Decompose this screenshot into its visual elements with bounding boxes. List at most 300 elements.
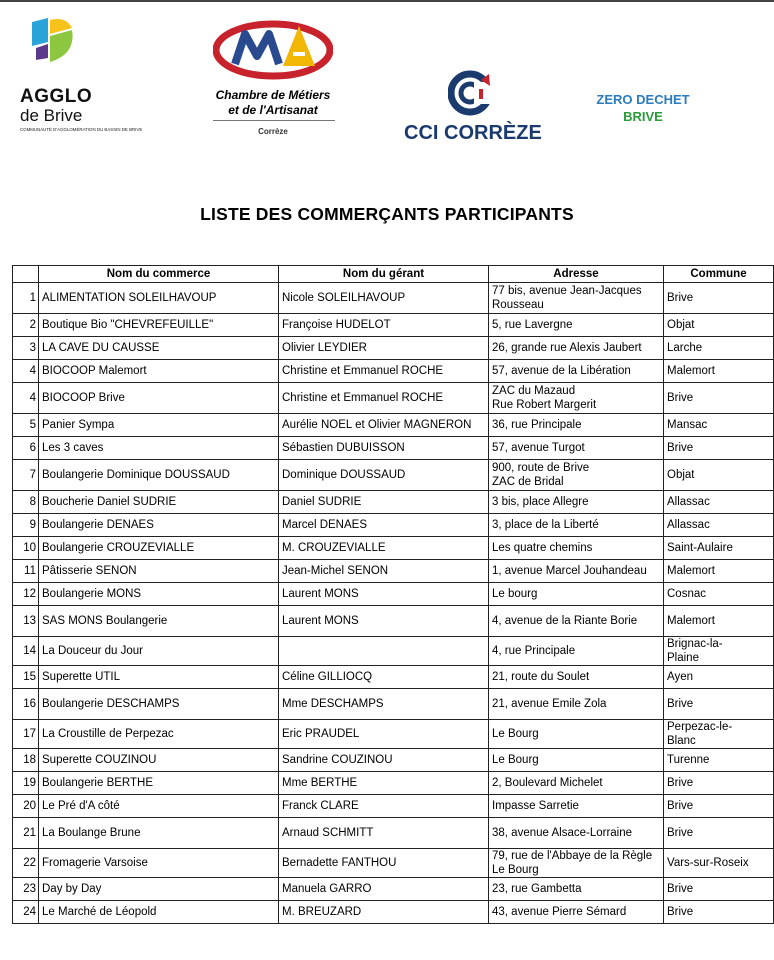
- address: [489, 460, 664, 491]
- address-line: 4, avenue de la Riante Borie: [492, 615, 638, 627]
- table-row: [13, 360, 774, 383]
- gerant-name-line: Franck CLARE: [282, 800, 359, 812]
- commerce-name: [39, 283, 279, 314]
- commune: [664, 314, 774, 337]
- commune: [664, 283, 774, 314]
- gerant-name: [279, 314, 489, 337]
- gerant-name-line: Sandrine COUZINOU: [282, 754, 393, 766]
- address: [489, 491, 664, 514]
- table-row: [13, 818, 774, 849]
- gerant-name: [279, 901, 489, 924]
- gerant-name-line: Christine et Emmanuel ROCHE: [282, 392, 444, 404]
- gerant-name-line: Arnaud SCHMITT: [282, 827, 374, 839]
- table-row: [13, 749, 774, 772]
- address-line: 57, avenue Turgot: [492, 442, 585, 454]
- table-row: [13, 414, 774, 437]
- row-number: [13, 749, 39, 772]
- table-row: [13, 283, 774, 314]
- address-line: 5, rue Lavergne: [492, 319, 573, 331]
- commune: [664, 537, 774, 560]
- address: [489, 283, 664, 314]
- commerce-name: [39, 878, 279, 901]
- cci-correze-logo: [404, 70, 544, 146]
- cma-logo-text-line2: et de l'Artisanat: [228, 103, 318, 117]
- gerant-name-line: Manuela GARRO: [282, 883, 372, 895]
- row-number-line: 4: [29, 392, 36, 404]
- commune: [664, 849, 774, 878]
- address: [489, 901, 664, 924]
- commerce-name: [39, 337, 279, 360]
- address-line: 57, avenue de la Libération: [492, 365, 631, 377]
- commerce-name-line: Boulangerie DESCHAMPS: [42, 698, 180, 710]
- address-line: 79, rue de l'Abbaye de la Règle: [492, 850, 653, 862]
- table-row: [13, 383, 774, 414]
- commerce-name: [39, 583, 279, 606]
- commerce-name: [39, 849, 279, 878]
- commerce-name: [39, 606, 279, 637]
- gerant-name-line: Daniel SUDRIE: [282, 496, 362, 508]
- commune-line: Cosnac: [667, 588, 706, 600]
- cma-logo-divider: [213, 120, 335, 121]
- row-number-line: 10: [23, 542, 36, 554]
- commune-line: Turenne: [667, 754, 710, 766]
- commune: [664, 414, 774, 437]
- row-number-line: 4: [29, 365, 36, 377]
- row-number: [13, 360, 39, 383]
- row-number: [13, 606, 39, 637]
- commune: [664, 560, 774, 583]
- commerce-name-line: La Boulange Brune: [42, 827, 141, 839]
- commune-line: Plaine: [667, 652, 699, 664]
- commune-line: Allassac: [667, 496, 710, 508]
- gerant-name: [279, 749, 489, 772]
- cma-emblem-icon: [213, 16, 333, 80]
- commune-line: Mansac: [667, 419, 708, 431]
- address-line: 21, route du Soulet: [492, 671, 590, 683]
- row-number: [13, 849, 39, 878]
- row-number: [13, 689, 39, 720]
- address: [489, 749, 664, 772]
- table-row: [13, 689, 774, 720]
- commerce-name-line: Pâtisserie SENON: [42, 565, 137, 577]
- row-number: [13, 537, 39, 560]
- address: [489, 818, 664, 849]
- table-row: [13, 560, 774, 583]
- commune-line: Vars-sur-Roseix: [667, 857, 749, 869]
- row-number-line: 9: [29, 519, 36, 531]
- commune-line: Brive: [667, 906, 694, 918]
- commerce-name: [39, 689, 279, 720]
- commerce-name-line: La Douceur du Jour: [42, 645, 144, 657]
- address: [489, 878, 664, 901]
- commune: [664, 901, 774, 924]
- address: [489, 606, 664, 637]
- agglo-brive-emblem-icon: [32, 14, 76, 64]
- gerant-name: [279, 666, 489, 689]
- gerant-name-line: Eric PRAUDEL: [282, 728, 360, 740]
- commune-line: Malemort: [667, 565, 715, 577]
- table-row: [13, 337, 774, 360]
- gerant-name: [279, 606, 489, 637]
- commune-line: Objat: [667, 319, 695, 331]
- commune-line: Malemort: [667, 615, 715, 627]
- commerce-name-line: Panier Sympa: [42, 419, 115, 431]
- row-number-line: 23: [23, 883, 36, 895]
- row-number-line: 20: [23, 800, 36, 812]
- commerce-name-line: Superette COUZINOU: [42, 754, 157, 766]
- row-number-line: 21: [23, 827, 36, 839]
- row-number: [13, 437, 39, 460]
- agglo-logo-subtitle: COMMUNAUTÉ D'AGGLOMÉRATION DU BASSIN DE BRIVE: [20, 127, 143, 132]
- address-line: 26, grande rue Alexis Jaubert: [492, 342, 642, 354]
- gerant-name: [279, 414, 489, 437]
- address-line: ZAC de Bridal: [492, 476, 564, 488]
- row-number-line: 3: [29, 342, 36, 354]
- commune: [664, 606, 774, 637]
- commerce-name: [39, 749, 279, 772]
- address-line: 3 bis, place Allegre: [492, 496, 589, 508]
- row-number: [13, 414, 39, 437]
- zero-dechet-brive-text: BRIVE: [623, 109, 663, 124]
- gerant-name: [279, 560, 489, 583]
- commune-line: Ayen: [667, 671, 694, 683]
- row-number-line: 24: [23, 906, 36, 918]
- table-row: [13, 772, 774, 795]
- gerant-name-line: Céline GILLIOCQ: [282, 671, 373, 683]
- row-number: [13, 314, 39, 337]
- gerant-name: [279, 795, 489, 818]
- table-row: [13, 901, 774, 924]
- row-number-line: 18: [23, 754, 36, 766]
- row-number: [13, 720, 39, 749]
- row-number-line: 19: [23, 777, 36, 789]
- zero-dechet-text: ZERO DECHET: [596, 92, 690, 107]
- commerce-name-line: Le Pré d'A côté: [42, 800, 120, 812]
- address: [489, 720, 664, 749]
- gerant-name: [279, 437, 489, 460]
- row-number: [13, 583, 39, 606]
- commune-line: Brive: [667, 883, 694, 895]
- commune-line: Brive: [667, 800, 694, 812]
- address: [489, 437, 664, 460]
- commerce-name: [39, 560, 279, 583]
- commune: [664, 337, 774, 360]
- commune-line: Saint-Aulaire: [667, 542, 733, 554]
- header-commerce: Nom du commerce: [39, 266, 279, 283]
- row-number: [13, 514, 39, 537]
- commune: [664, 637, 774, 666]
- gerant-name: [279, 491, 489, 514]
- header-number: [13, 266, 39, 283]
- row-number-line: 22: [23, 857, 36, 869]
- merchants-table: [12, 265, 774, 924]
- gerant-name-line: Mme BERTHE: [282, 777, 358, 789]
- row-number: [13, 818, 39, 849]
- commune-line: Objat: [667, 469, 695, 481]
- address-line: Rousseau: [492, 299, 544, 311]
- address-line: 4, rue Principale: [492, 645, 576, 657]
- gerant-name-line: Laurent MONS: [282, 588, 359, 600]
- gerant-name: [279, 637, 489, 666]
- gerant-name-line: Françoise HUDELOT: [282, 319, 391, 331]
- commerce-name: [39, 360, 279, 383]
- address: [489, 689, 664, 720]
- row-number-line: 14: [23, 645, 36, 657]
- cma-logo: [213, 16, 338, 141]
- gerant-name: [279, 849, 489, 878]
- commerce-name: [39, 720, 279, 749]
- address-line: Le Bourg: [492, 864, 539, 876]
- table-row: [13, 849, 774, 878]
- commune: [664, 818, 774, 849]
- row-number-line: 15: [23, 671, 36, 683]
- commune: [664, 383, 774, 414]
- header-gerant: Nom du gérant: [279, 266, 489, 283]
- row-number: [13, 901, 39, 924]
- commerce-name: [39, 666, 279, 689]
- row-number: [13, 383, 39, 414]
- gerant-name-line: Dominique DOUSSAUD: [282, 469, 406, 481]
- gerant-name-line: Nicole SOLEILHAVOUP: [282, 292, 406, 304]
- address: [489, 666, 664, 689]
- commerce-name-line: SAS MONS Boulangerie: [42, 615, 168, 627]
- commerce-name-line: La Croustille de Perpezac: [42, 728, 174, 740]
- agglo-brive-logo: [20, 14, 143, 132]
- table-row: [13, 795, 774, 818]
- commune: [664, 720, 774, 749]
- commerce-name-line: Boulangerie DENAES: [42, 519, 154, 531]
- commerce-name-line: Boulangerie BERTHE: [42, 777, 154, 789]
- commune-line: Allassac: [667, 519, 710, 531]
- table-row: [13, 314, 774, 337]
- cma-logo-text-correze: Corrèze: [258, 127, 288, 136]
- table-row: [13, 666, 774, 689]
- commerce-name: [39, 437, 279, 460]
- commune-line: Brignac-la-: [667, 638, 723, 650]
- commerce-name-line: Les 3 caves: [42, 442, 104, 454]
- commune: [664, 795, 774, 818]
- gerant-name: [279, 383, 489, 414]
- commerce-name: [39, 637, 279, 666]
- table-row: [13, 514, 774, 537]
- top-border-line: [0, 0, 774, 2]
- address: [489, 772, 664, 795]
- gerant-name-line: Laurent MONS: [282, 615, 359, 627]
- address: [489, 514, 664, 537]
- address-line: Le bourg: [492, 588, 538, 600]
- row-number-line: 13: [23, 615, 36, 627]
- row-number: [13, 491, 39, 514]
- gerant-name-line: Sébastien DUBUISSON: [282, 442, 405, 454]
- table-row: [13, 583, 774, 606]
- row-number-line: 17: [23, 728, 36, 740]
- address-line: 38, avenue Alsace-Lorraine: [492, 827, 633, 839]
- commune: [664, 437, 774, 460]
- address-line: 21, avenue Emile Zola: [492, 698, 607, 710]
- commune-line: Brive: [667, 292, 694, 304]
- address-line: 900, route de Brive: [492, 462, 590, 474]
- commerce-name-line: ALIMENTATION SOLEILHAVOUP: [42, 292, 217, 304]
- table-row: [13, 637, 774, 666]
- zero-dechet-brive-logo: [588, 92, 698, 132]
- address-line: Le Bourg: [492, 754, 539, 766]
- commune: [664, 666, 774, 689]
- row-number-line: 16: [23, 698, 36, 710]
- row-number-line: 1: [29, 292, 36, 304]
- commune: [664, 360, 774, 383]
- commerce-name: [39, 460, 279, 491]
- address-line: 36, rue Principale: [492, 419, 582, 431]
- commune: [664, 749, 774, 772]
- commerce-name-line: LA CAVE DU CAUSSE: [42, 342, 160, 354]
- row-number: [13, 337, 39, 360]
- address-line: 23, rue Gambetta: [492, 883, 582, 895]
- commerce-name-line: Fromagerie Varsoise: [42, 857, 148, 869]
- gerant-name-line: Aurélie NOEL et Olivier MAGNERON: [282, 419, 472, 431]
- gerant-name: [279, 878, 489, 901]
- gerant-name-line: Marcel DENAES: [282, 519, 367, 531]
- commune: [664, 460, 774, 491]
- commerce-name: [39, 772, 279, 795]
- address-line: 2, Boulevard Michelet: [492, 777, 603, 789]
- address-line: 3, place de la Liberté: [492, 519, 599, 531]
- table-row: [13, 878, 774, 901]
- gerant-name-line: M. BREUZARD: [282, 906, 362, 918]
- commerce-name-line: BIOCOOP Malemort: [42, 365, 147, 377]
- commune-line: Brive: [667, 827, 694, 839]
- row-number-line: 8: [29, 496, 36, 508]
- row-number-line: 6: [29, 442, 36, 454]
- commerce-name: [39, 514, 279, 537]
- commerce-name: [39, 414, 279, 437]
- commerce-name-line: Boulangerie MONS: [42, 588, 142, 600]
- address: [489, 795, 664, 818]
- gerant-name: [279, 583, 489, 606]
- row-number: [13, 772, 39, 795]
- cci-logo-text: CCI CORRÈZE: [404, 122, 542, 144]
- address-line: Impasse Sarretie: [492, 800, 579, 812]
- table-row: [13, 437, 774, 460]
- gerant-name: [279, 772, 489, 795]
- address-line: 43, avenue Pierre Sémard: [492, 906, 627, 918]
- commerce-name: [39, 491, 279, 514]
- gerant-name-line: Christine et Emmanuel ROCHE: [282, 365, 444, 377]
- address-line: Rue Robert Margerit: [492, 399, 597, 411]
- commune-line: Perpezac-le-: [667, 721, 733, 733]
- gerant-name: [279, 818, 489, 849]
- cma-logo-text-line1: Chambre de Métiers: [215, 88, 331, 102]
- row-number-line: 7: [29, 469, 36, 481]
- address-line: ZAC du Mazaud: [492, 385, 576, 397]
- commerce-name-line: Boucherie Daniel SUDRIE: [42, 496, 177, 508]
- commune: [664, 878, 774, 901]
- commune: [664, 583, 774, 606]
- cci-emblem-icon: [448, 70, 494, 116]
- gerant-name-line: Jean-Michel SENON: [282, 565, 389, 577]
- row-number: [13, 795, 39, 818]
- gerant-name: [279, 720, 489, 749]
- commerce-name-line: Boulangerie Dominique DOUSSAUD: [42, 469, 230, 481]
- commerce-name: [39, 314, 279, 337]
- commerce-name: [39, 901, 279, 924]
- address: [489, 414, 664, 437]
- commerce-name: [39, 795, 279, 818]
- commerce-name-line: Boutique Bio "CHEVREFEUILLE": [42, 319, 214, 331]
- row-number: [13, 283, 39, 314]
- row-number: [13, 878, 39, 901]
- commerce-name: [39, 818, 279, 849]
- commune: [664, 491, 774, 514]
- commerce-name: [39, 383, 279, 414]
- row-number: [13, 460, 39, 491]
- address-line: Les quatre chemins: [492, 542, 593, 554]
- address-line: 1, avenue Marcel Jouhandeau: [492, 565, 647, 577]
- commune-line: Brive: [667, 777, 694, 789]
- gerant-name: [279, 283, 489, 314]
- gerant-name: [279, 337, 489, 360]
- address-line: 77 bis, avenue Jean-Jacques: [492, 285, 642, 297]
- page-title: LISTE DES COMMERÇANTS PARTICIPANTS: [200, 204, 574, 224]
- gerant-name: [279, 689, 489, 720]
- row-number-line: 12: [23, 588, 36, 600]
- agglo-logo-text-de-brive: de Brive: [20, 106, 83, 125]
- gerant-name: [279, 514, 489, 537]
- row-number: [13, 637, 39, 666]
- commune-line: Blanc: [667, 735, 696, 747]
- table-header-row: [13, 266, 774, 283]
- gerant-name: [279, 460, 489, 491]
- address: [489, 537, 664, 560]
- commune-line: Brive: [667, 698, 694, 710]
- row-number-line: 11: [24, 565, 36, 577]
- gerant-name-line: M. CROUZEVIALLE: [282, 542, 386, 554]
- header-adresse: Adresse: [489, 266, 664, 283]
- table-row: [13, 491, 774, 514]
- commune: [664, 514, 774, 537]
- commerce-name: [39, 537, 279, 560]
- row-number: [13, 560, 39, 583]
- commune: [664, 689, 774, 720]
- commerce-name-line: Superette UTIL: [42, 671, 120, 683]
- gerant-name: [279, 537, 489, 560]
- gerant-name-line: Mme DESCHAMPS: [282, 698, 384, 710]
- commerce-name-line: Day by Day: [42, 883, 102, 895]
- commune-line: Larche: [667, 342, 703, 354]
- commerce-name-line: Le Marché de Léopold: [42, 906, 157, 918]
- gerant-name: [279, 360, 489, 383]
- commune-line: Malemort: [667, 365, 715, 377]
- row-number: [13, 666, 39, 689]
- header-commune: Commune: [664, 266, 774, 283]
- row-number-line: 5: [29, 419, 36, 431]
- address: [489, 849, 664, 878]
- table-row: [13, 460, 774, 491]
- address: [489, 637, 664, 666]
- commerce-name-line: BIOCOOP Brive: [42, 392, 125, 404]
- address: [489, 583, 664, 606]
- agglo-logo-text-agglo: AGGLO: [20, 86, 93, 107]
- address: [489, 383, 664, 414]
- address-line: Le Bourg: [492, 728, 539, 740]
- address: [489, 360, 664, 383]
- address: [489, 560, 664, 583]
- address: [489, 314, 664, 337]
- commune-line: Brive: [667, 392, 694, 404]
- commerce-name-line: Boulangerie CROUZEVIALLE: [42, 542, 195, 554]
- table-row: [13, 537, 774, 560]
- table-row: [13, 606, 774, 637]
- table-row: [13, 720, 774, 749]
